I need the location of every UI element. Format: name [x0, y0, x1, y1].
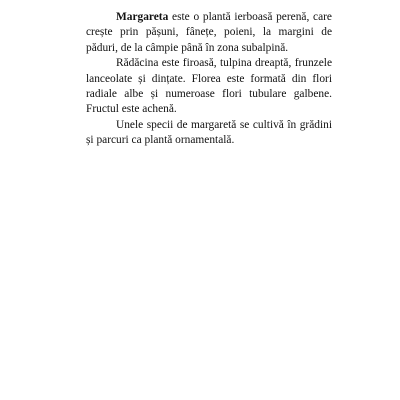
- paragraph-description-text: este o plantă ierboasă perenă, care crește prin pășuni, fânețe, poieni, la margini de păduri, de la câmpie până în zona subalpină.: [86, 11, 332, 54]
- paragraph-description: [86, 10, 332, 56]
- plant-name-term: Margareta: [116, 11, 169, 23]
- document-page: [86, 10, 332, 149]
- paragraph-morphology: [86, 56, 332, 118]
- paragraph-cultivation: [86, 118, 332, 149]
- paragraph-cultivation-text: Unele specii de margaretă se cultivă în grădini și parcuri ca plantă ornamentală.: [86, 118, 332, 147]
- paragraph-morphology-text: Rădăcina este firoasă, tulpina dreaptă, frunzele lanceolate și dințate. Florea este formată din flori radiale albe și numeroase flori tubulare galbene. Fructul este achenă.: [86, 57, 332, 116]
